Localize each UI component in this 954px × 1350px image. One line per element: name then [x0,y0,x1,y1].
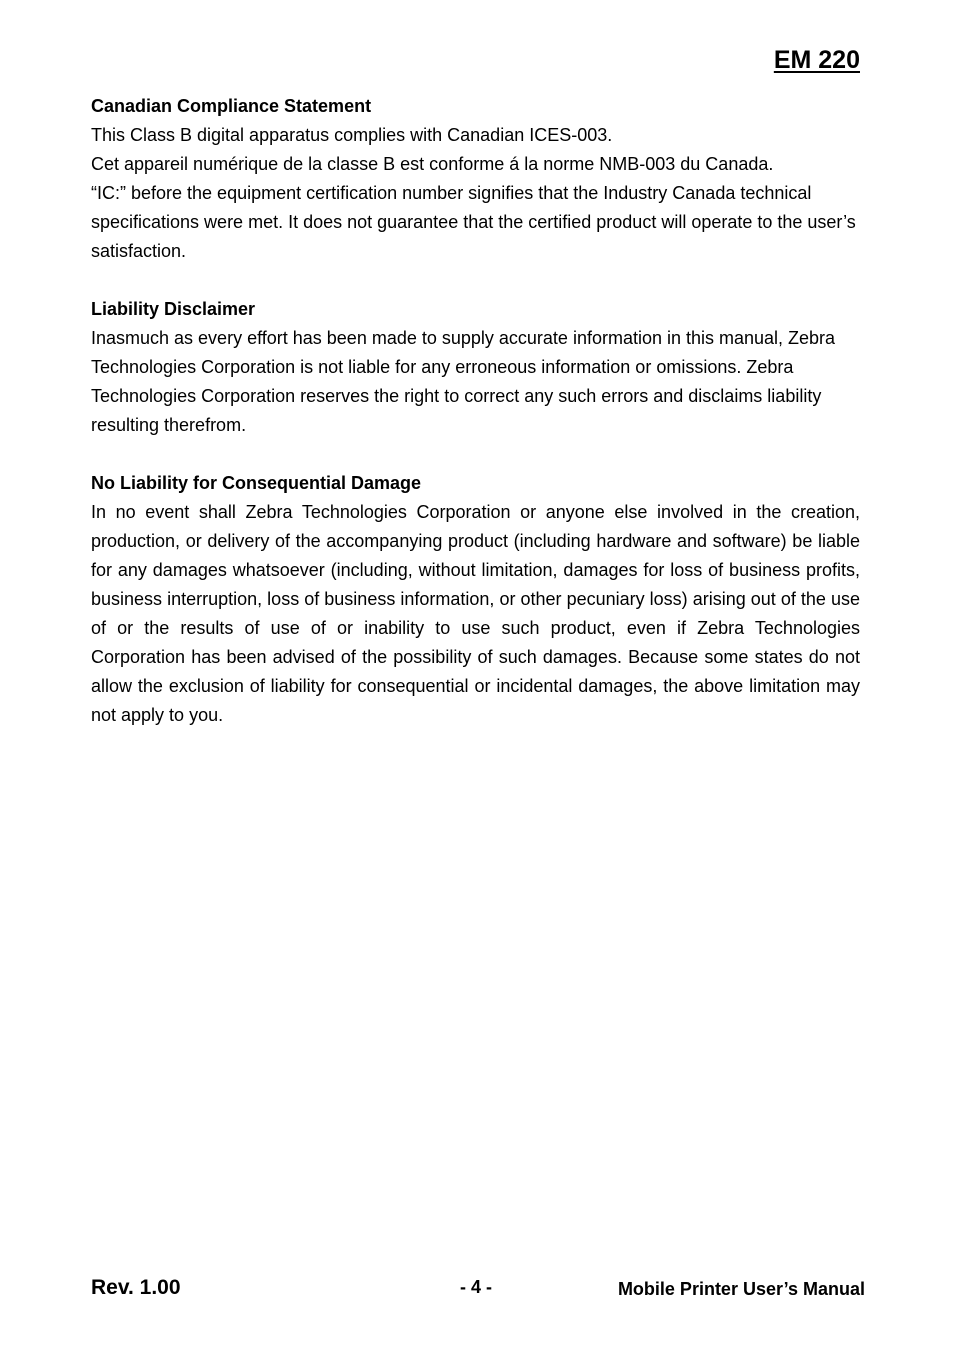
section-heading: Canadian Compliance Statement [91,96,372,116]
paragraph: Inasmuch as every effort has been made to supply accurate information in this manual, Zebra Technologies Corporation is not liable for any erroneous information or omissions. Zebra Technologies Corporation reserves the right to correct any such errors and disclaims liability resulting therefrom. [91,328,836,435]
document-body [91,92,860,759]
section-liability-disclaimer [91,295,860,440]
section-canadian-compliance [91,92,860,266]
section-heading: Liability Disclaimer [91,299,256,319]
paragraph: In no event shall Zebra Technologies Corporation or anyone else involved in the creation, production, or delivery of the accompanying product (including hardware and software) be liable for any damages whatsoever (including, without limitation, damages for loss of business profits, business interruption, loss of business information, or other pecuniary loss) arising out of the use of or the results of use of or inability to use such product, even if Zebra Technologies Corporation has been advised of the possibility of such damages. Because some states do not allow the exclusion of liability for consequential or incidental damages, the above limitation may not apply to you. [91,502,860,725]
section-heading: No Liability for Consequential Damage [91,473,422,493]
section-no-liability-consequential [91,469,860,730]
page-number: - 4 - [460,1277,493,1297]
paragraph: “IC:” before the equipment certification number signifies that the Industry Canada technical specifications were met. It does not guarantee that the certified product will operate to the user’s satisfaction. [91,183,856,261]
paragraph: This Class B digital apparatus complies with Canadian ICES-003. [91,125,613,145]
page-title: EM 220 [773,46,860,74]
paragraph: Cet appareil numérique de la classe B est conforme á la norme NMB-003 du Canada. [91,154,774,174]
manual-title: Mobile Printer User’s Manual [617,1279,865,1299]
revision-label: Rev. 1.00 [91,1276,181,1299]
